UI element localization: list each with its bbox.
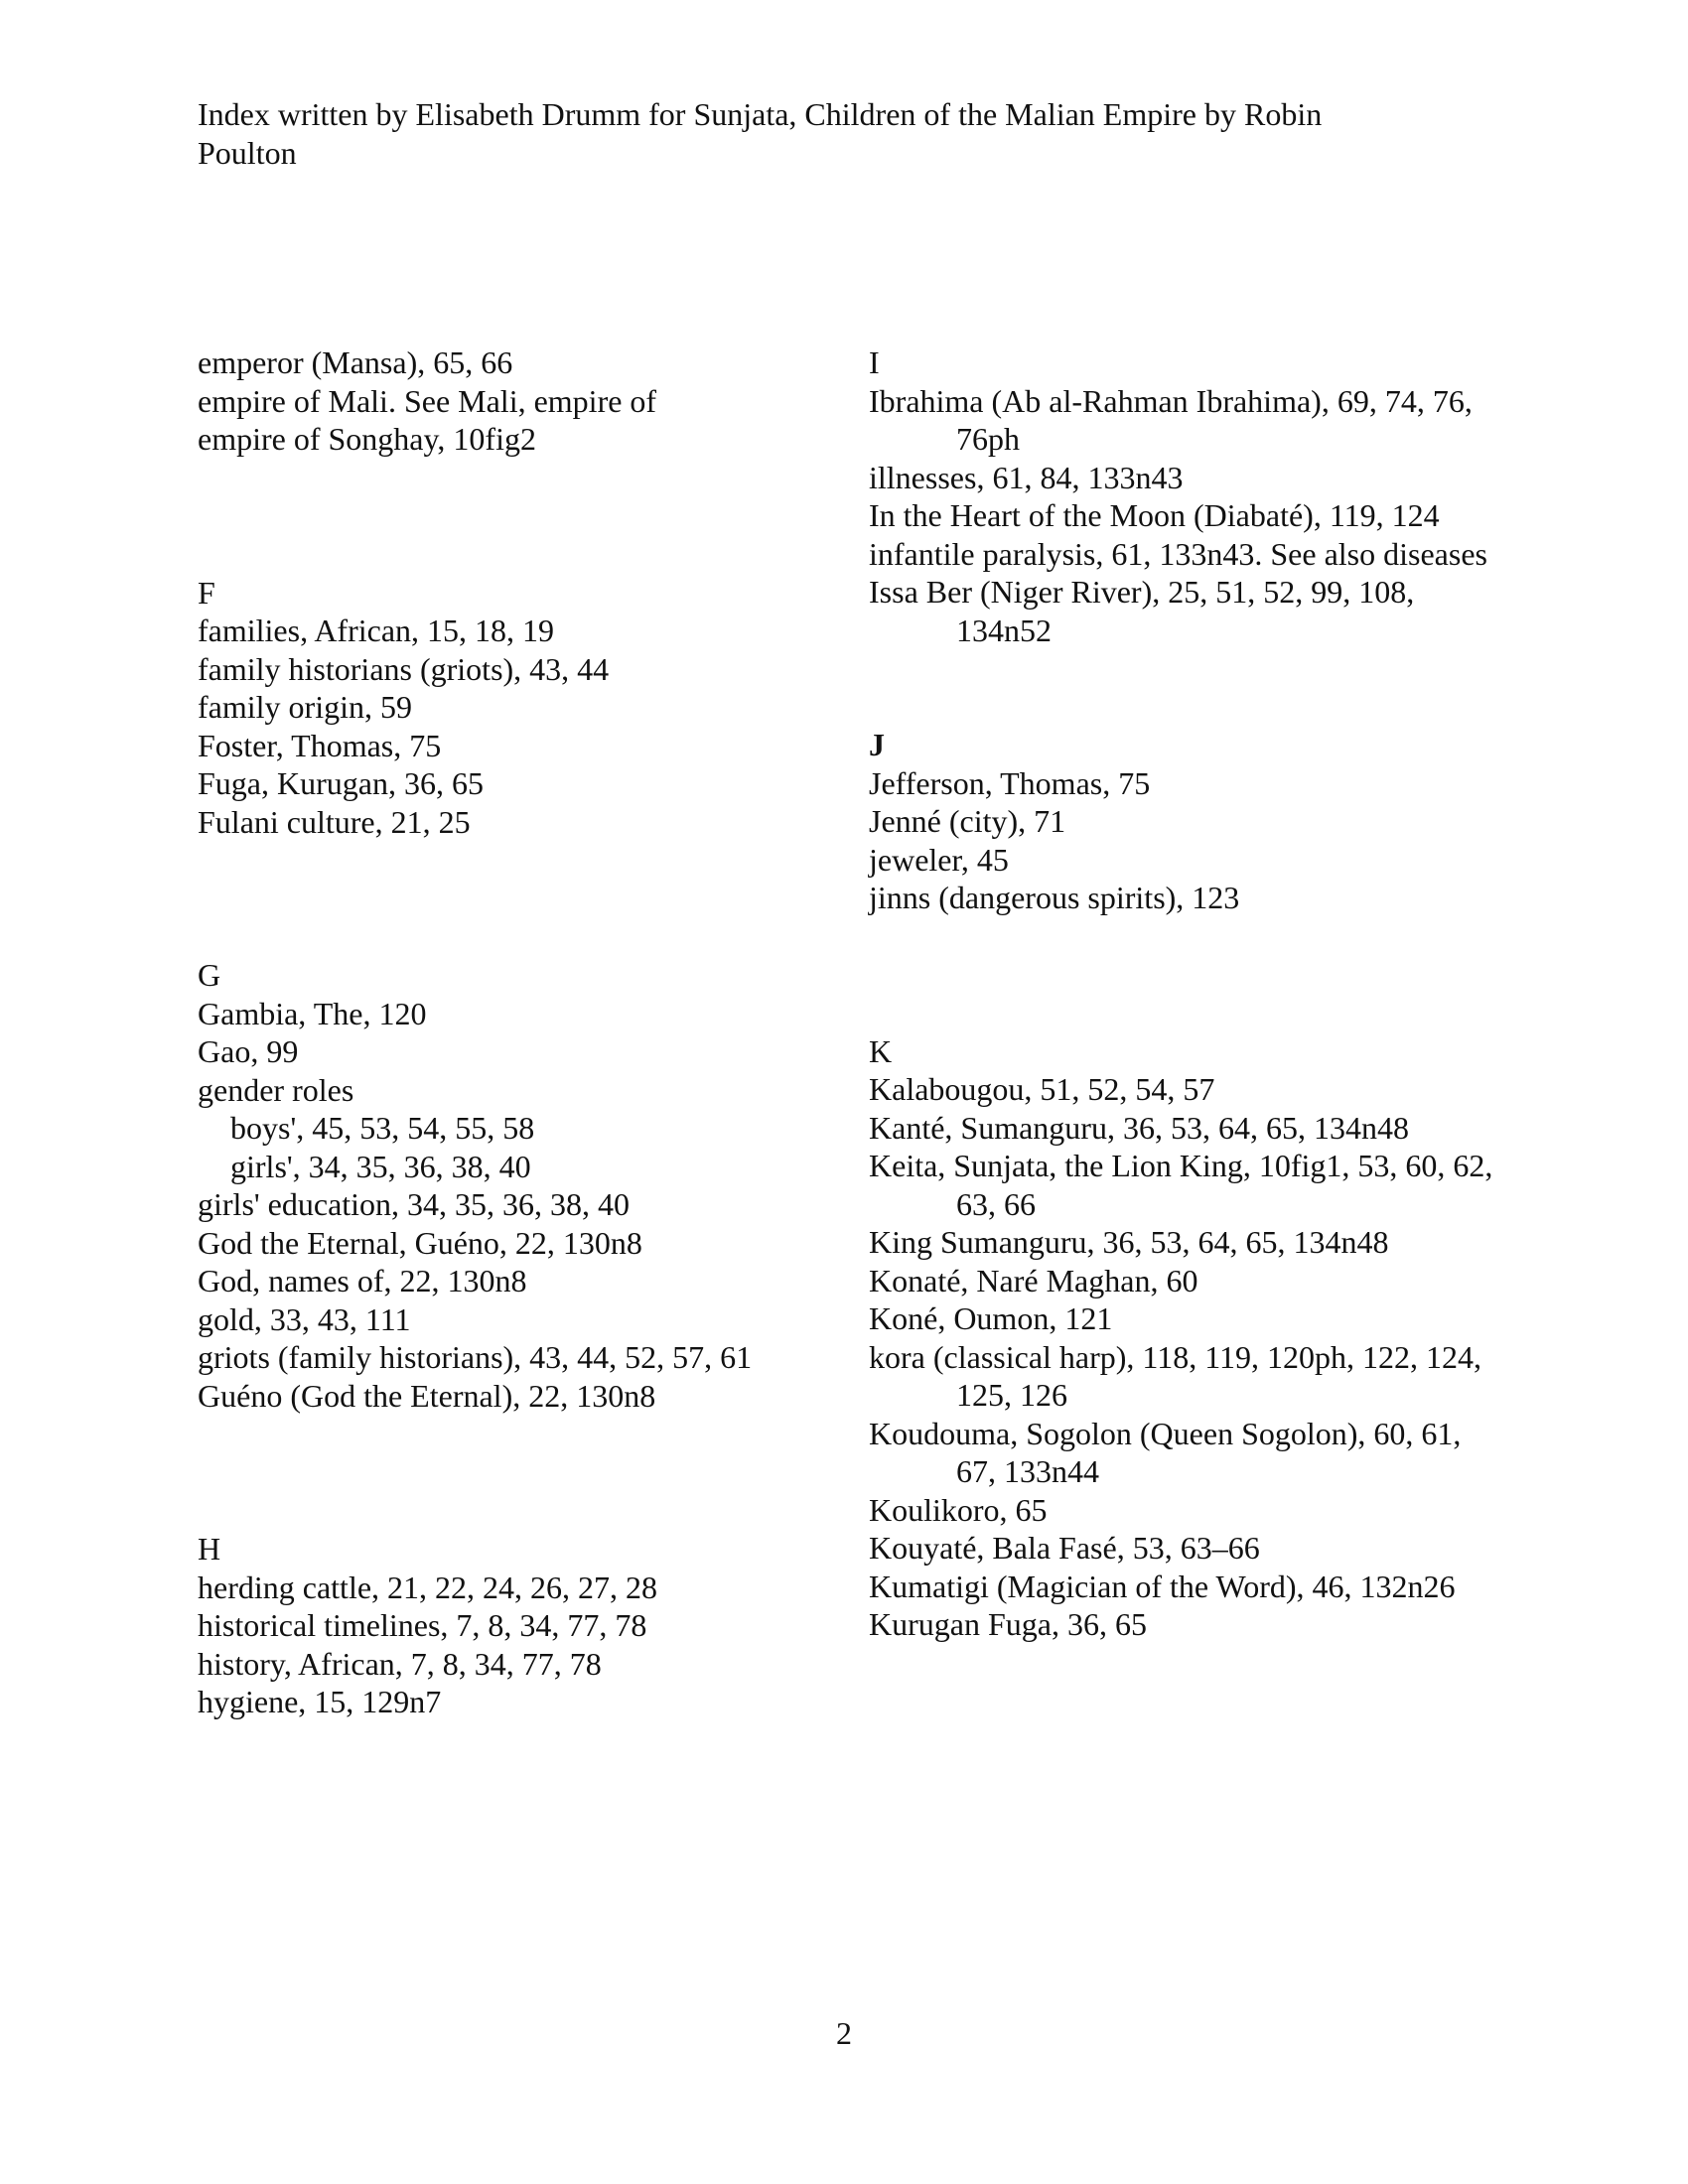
- index-entry: empire of Mali. See Mali, empire of: [198, 382, 657, 419]
- document-header: [198, 95, 1488, 173]
- index-entry: herding cattle, 21, 22, 24, 26, 27, 28: [198, 1569, 658, 1605]
- index-section-i: [869, 343, 1504, 649]
- section-letter-k: K: [869, 1032, 893, 1069]
- index-entry: Koné, Oumon, 121: [869, 1300, 1113, 1336]
- index-entry: Keita, Sunjata, the Lion King, 10fig1, 53, 60, 62, 63, 66: [869, 1148, 1493, 1222]
- index-entry: jeweler, 45: [869, 841, 1009, 878]
- index-entry: Jenné (city), 71: [869, 803, 1066, 839]
- index-section-f: [198, 574, 833, 842]
- index-section-k: [869, 1032, 1504, 1644]
- index-section-j: [869, 726, 1504, 917]
- section-letter-j: J: [869, 727, 885, 762]
- header-line-1: Index written by Elisabeth Drumm for Sunjata, Children of the Malian Empire by Robin: [198, 96, 1323, 132]
- index-entry: Kumatigi (Magician of the Word), 46, 132n26: [869, 1568, 1456, 1604]
- section-letter-h: H: [198, 1531, 221, 1567]
- index-entry: jinns (dangerous spirits), 123: [869, 880, 1240, 915]
- index-entry: family historians (griots), 43, 44: [198, 650, 610, 687]
- index-entry: griots (family historians), 43, 44, 52, 57, 61: [198, 1339, 753, 1375]
- section-letter-i: I: [869, 344, 880, 380]
- index-entry: God, names of, 22, 130n8: [198, 1263, 527, 1298]
- index-entry: historical timelines, 7, 8, 34, 77, 78: [198, 1607, 647, 1643]
- index-entry: family origin, 59: [198, 689, 412, 725]
- index-entry: Konaté, Naré Maghan, 60: [869, 1262, 1198, 1298]
- index-entry: In the Heart of the Moon (Diabaté), 119, 124: [869, 497, 1440, 533]
- index-entry: gold, 33, 43, 111: [198, 1300, 411, 1337]
- index-column-right: [869, 343, 1504, 1644]
- index-entry: history, African, 7, 8, 34, 77, 78: [198, 1645, 602, 1682]
- index-section-e: [198, 343, 833, 459]
- section-letter-f: F: [198, 574, 215, 611]
- index-entry: Kanté, Sumanguru, 36, 53, 64, 65, 134n48: [869, 1109, 1409, 1146]
- index-entry: girls' education, 34, 35, 36, 38, 40: [198, 1186, 631, 1222]
- index-entry: Kalabougou, 51, 52, 54, 57: [869, 1071, 1215, 1107]
- index-subentry: girls', 34, 35, 36, 38, 40: [230, 1148, 531, 1184]
- page-number: 2: [836, 2015, 852, 2051]
- index-entry: God the Eternal, Guéno, 22, 130n8: [198, 1224, 642, 1261]
- index-entry: Koudouma, Sogolon (Queen Sogolon), 60, 61, 67, 133n44: [869, 1415, 1462, 1489]
- index-entry: Koulikoro, 65: [869, 1491, 1048, 1528]
- index-entry: Gambia, The, 120: [198, 995, 427, 1031]
- index-entry: Fuga, Kurugan, 36, 65: [198, 765, 484, 801]
- section-letter-g: G: [198, 957, 221, 993]
- index-entry: emperor (Mansa), 65, 66: [198, 344, 513, 380]
- index-entry: Kouyaté, Bala Fasé, 53, 63–66: [869, 1530, 1260, 1566]
- index-entry: infantile paralysis, 61, 133n43. See also diseases: [869, 535, 1487, 572]
- index-column-left: [198, 343, 833, 1721]
- index-entry: Kurugan Fuga, 36, 65: [869, 1606, 1147, 1642]
- index-section-h: [198, 1530, 833, 1721]
- index-entry: Gao, 99: [198, 1033, 299, 1069]
- index-entry: Foster, Thomas, 75: [198, 727, 442, 763]
- index-entry: Issa Ber (Niger River), 25, 51, 52, 99, 108, 134n52: [869, 574, 1415, 648]
- header-line-2: Poulton: [198, 135, 297, 171]
- index-entry: Jefferson, Thomas, 75: [869, 764, 1151, 801]
- index-entry: Guéno (God the Eternal), 22, 130n8: [198, 1377, 656, 1414]
- index-entry: hygiene, 15, 129n7: [198, 1684, 442, 1719]
- index-entry: families, African, 15, 18, 19: [198, 613, 555, 648]
- index-section-g: [198, 956, 833, 1415]
- index-subentry: boys', 45, 53, 54, 55, 58: [230, 1110, 535, 1146]
- index-entry: Fulani culture, 21, 25: [198, 803, 471, 840]
- index-entry: Ibrahima (Ab al-Rahman Ibrahima), 69, 74, 76, 76ph: [869, 382, 1473, 457]
- index-entry: kora (classical harp), 118, 119, 120ph, 122, 124, 125, 126: [869, 1338, 1482, 1413]
- index-entry: gender roles: [198, 1071, 354, 1108]
- index-entry: illnesses, 61, 84, 133n43: [869, 459, 1184, 495]
- index-entry: King Sumanguru, 36, 53, 64, 65, 134n48: [869, 1224, 1389, 1260]
- index-entry: empire of Songhay, 10fig2: [198, 421, 536, 457]
